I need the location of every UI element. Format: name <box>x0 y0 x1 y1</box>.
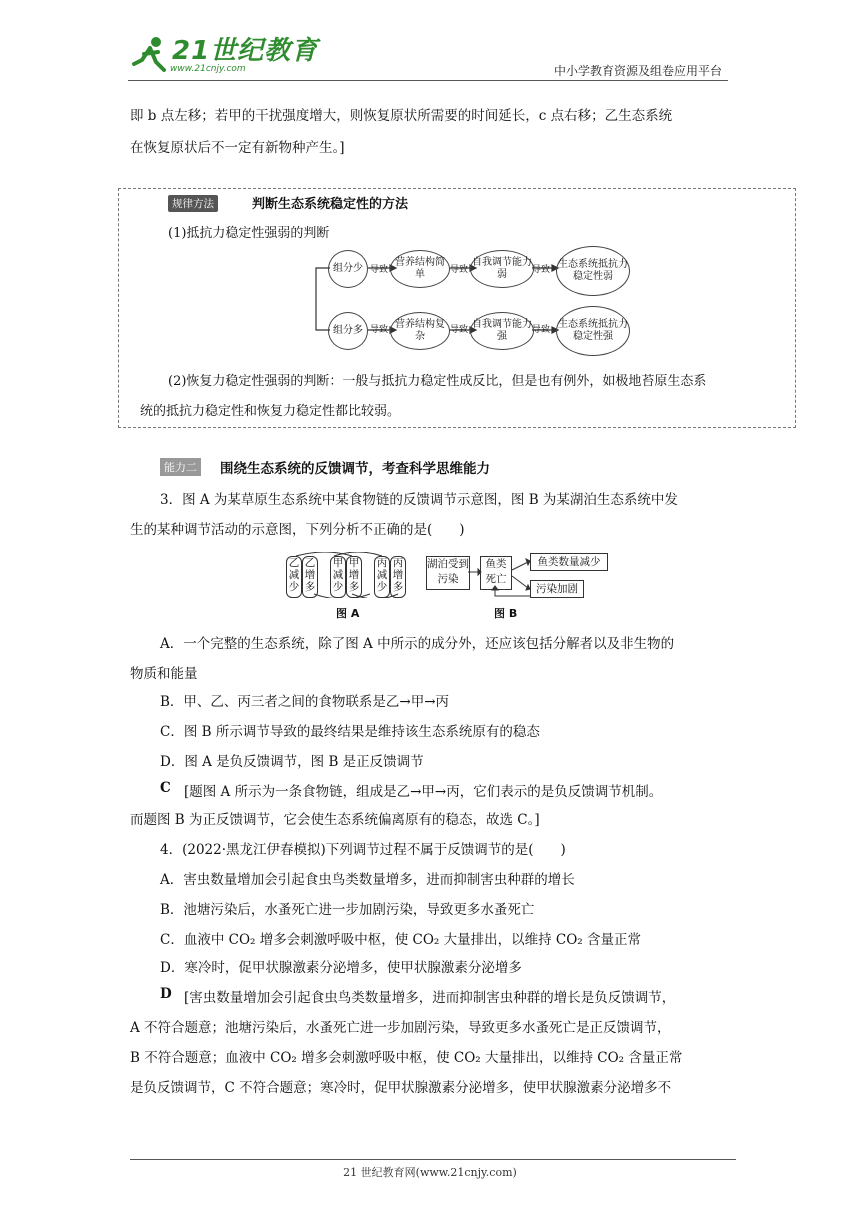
figB-label: 图 B <box>494 607 518 620</box>
method-tag: 规律方法 <box>168 192 218 212</box>
figA-label: 图 A <box>336 607 360 620</box>
intro-line-1: 即 b 点左移；若甲的干扰强度增大，则恢复原状所需要的时间延长，c 点右移；乙生态系统 <box>130 108 673 124</box>
figB-box: 湖泊受到污染 <box>426 556 470 590</box>
arrow-label: 导致 <box>370 325 389 335</box>
figB-arrows <box>468 552 538 606</box>
arrow-label: 导致 <box>450 265 469 275</box>
section2-title: 围绕生态系统的反馈调节，考查科学思维能力 <box>220 461 490 477</box>
q4-option-d: D．寒冷时，促甲状腺激素分泌增多，使甲状腺激素分泌增多 <box>160 960 522 976</box>
figB-box: 污染加剧 <box>530 580 584 598</box>
logo-text: 21世纪教育 <box>172 36 319 66</box>
intro-line-2: 在恢复原状后不一定有新物种产生。] <box>130 140 345 156</box>
logo-url: www.21cnjy.com <box>170 64 246 74</box>
footer-text: 21 世纪教育网(www.21cnjy.com) <box>343 1166 517 1179</box>
footer-divider <box>130 1159 736 1160</box>
figA-cell: 丙减少 <box>374 556 390 598</box>
runner-logo-icon <box>128 34 172 78</box>
q4-answer-4: 是负反馈调节，C 不符合题意；寒冷时，促甲状腺激素分泌增多，使甲状腺激素分泌增多不 <box>130 1080 672 1096</box>
method-sub2-line2: 统的抵抗力稳定性和恢复力稳定性都比较弱。 <box>140 404 401 419</box>
q3-answer-letter: C <box>160 780 171 796</box>
q4-answer-letter: D <box>160 986 172 1002</box>
figB-box: 鱼类死亡 <box>480 556 512 590</box>
figA-cell: 甲减少 <box>330 556 346 598</box>
q3-answer-1: [题图 A 所示为一条食物链，组成是乙→甲→丙，它们表示的是负反馈调节机制。 <box>184 784 663 800</box>
section2-tag: 能力二 <box>160 456 201 476</box>
arrow-label: 导致 <box>532 265 551 275</box>
q3-stem-1: 3．图 A 为某草原生态系统中某食物链的反馈调节示意图，图 B 为某湖泊生态系统中发 <box>160 492 678 508</box>
q4-option-a: A．害虫数量增加会引起食虫鸟类数量增多，进而抑制害虫种群的增长 <box>160 872 575 888</box>
method-title: 判断生态系统稳定性的方法 <box>252 197 409 212</box>
flow-node: 生态系统抵抗力稳定性弱 <box>556 246 630 296</box>
q4-stem: 4．(2022·黑龙江伊春模拟)下列调节过程不属于反馈调节的是( ) <box>160 842 566 858</box>
flow-node: 自我调节能力强 <box>470 312 534 350</box>
figA-cell: 丙增多 <box>390 556 406 598</box>
q4-answer-1: [害虫数量增加会引起食虫鸟类数量增多，进而抑制害虫种群的增长是负反馈调节， <box>184 990 676 1006</box>
arrow-label: 导致 <box>532 325 551 335</box>
q3-answer-2: 而题图 B 为正反馈调节，它会使生态系统偏离原有的稳态，故选 C。] <box>130 812 540 828</box>
flow-node: 组分多 <box>328 312 368 350</box>
flow-node: 生态系统抵抗力稳定性强 <box>556 306 630 356</box>
header-divider <box>128 80 728 81</box>
arrow-label: 导致 <box>450 325 469 335</box>
q4-option-c: C．血液中 CO₂ 增多会刺激呼吸中枢，使 CO₂ 大量排出，以维持 CO₂ 含量正常 <box>160 932 642 948</box>
q4-answer-2: A 不符合题意；池塘污染后，水蚤死亡进一步加剧污染，导致更多水蚤死亡是正反馈调节， <box>130 1020 671 1036</box>
method-sub1: (1)抵抗力稳定性强弱的判断 <box>168 226 330 241</box>
q3-option-d: D．图 A 是负反馈调节，图 B 是正反馈调节 <box>160 754 424 770</box>
flow-node: 自我调节能力弱 <box>470 250 534 288</box>
arrow-label: 导致 <box>370 265 389 275</box>
flow-node: 组分少 <box>328 250 368 288</box>
q4-option-b: B．池塘污染后，水蚤死亡进一步加剧污染，导致更多水蚤死亡 <box>160 902 535 918</box>
header-platform-text: 中小学教育资源及组卷应用平台 <box>553 64 722 78</box>
figA-cell: 乙减少 <box>286 556 302 598</box>
figA-cell: 甲增多 <box>346 556 362 598</box>
method-sub2-line1: (2)恢复力稳定性强弱的判断：一般与抵抗力稳定性成反比，但是也有例外，如极地苔原生态系 <box>168 374 707 389</box>
q3-stem-2: 生的某种调节活动的示意图，下列分析不正确的是( ) <box>130 522 465 538</box>
q3-option-c: C．图 B 所示调节导致的最终结果是维持该生态系统原有的稳态 <box>160 724 540 740</box>
flow-node: 营养结构复杂 <box>390 312 450 350</box>
figB-box: 鱼类数量减少 <box>530 553 608 571</box>
q3-option-a-1: A．一个完整的生态系统，除了图 A 中所示的成分外，还应该包括分解者以及非生物的 <box>160 636 675 652</box>
figA-cell: 乙增多 <box>302 556 318 598</box>
flow-node: 营养结构简单 <box>390 250 450 288</box>
q3-option-b: B．甲、乙、丙三者之间的食物联系是乙→甲→丙 <box>160 694 450 710</box>
q4-answer-3: B 不符合题意；血液中 CO₂ 增多会刺激呼吸中枢，使 CO₂ 大量排出，以维持 CO₂ 含量正常 <box>130 1050 683 1066</box>
q3-option-a-2: 物质和能量 <box>130 666 198 682</box>
